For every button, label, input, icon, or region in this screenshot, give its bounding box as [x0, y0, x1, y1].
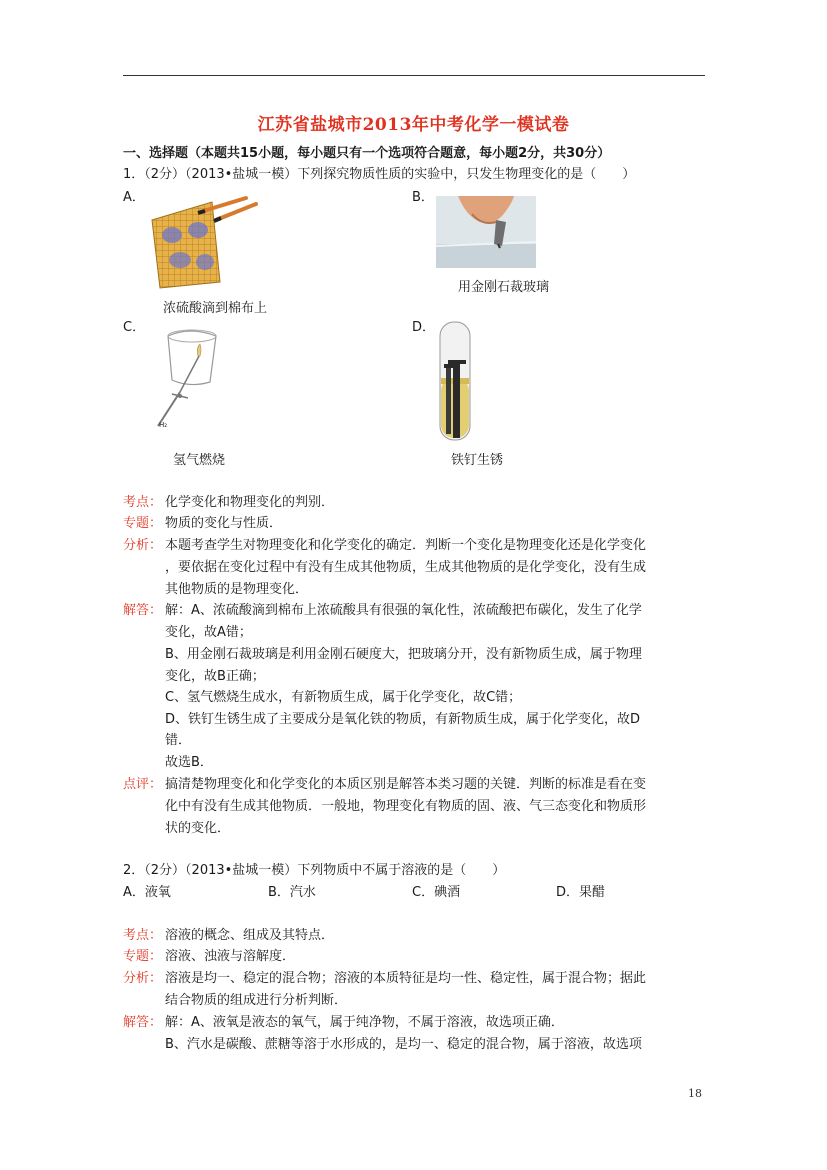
q1-dianping-line: 化中有没有生成其他物质．一般地，物理变化有物质的固、液、气三态变化和物质形: [165, 799, 647, 814]
q2-zhuanti: 溶液、浊液与溶解度．: [165, 949, 296, 964]
q2-kaodian: 溶液的概念、组成及其特点．: [165, 928, 335, 943]
q1-zhuanti: 物质的变化与性质．: [165, 516, 283, 531]
q2-jieda-line: 解：A、液氧是液态的氧气，属于纯净物，不属于溶液，故选项正确．: [165, 1015, 564, 1030]
q2-jieda-label: 解答：: [123, 1015, 163, 1030]
q1-dianping-label: 点评：: [123, 777, 163, 792]
q1-jieda-line: 故选B．: [165, 755, 213, 770]
q1-jieda-line: B、用金刚石裁玻璃是利用金刚石硬度大，把玻璃分开，没有新物质生成，属于物理: [165, 647, 642, 662]
q1-kaodian-label: 考点：: [123, 495, 163, 510]
q2-option-a: A．液氧: [123, 885, 171, 900]
page-title: 江苏省盐城市2013年中考化学一模试卷: [257, 115, 570, 135]
q1-dianping-line: 搞清楚物理变化和化学变化的本质区别是解答本类习题的关键．判断的标准是看在变: [165, 777, 647, 792]
q1-option-b-letter: B．: [412, 190, 434, 205]
rusting-nail-image: [438, 322, 474, 442]
q2-fenxi-label: 分析：: [123, 971, 163, 986]
q1-fenxi-line: 其他物质的是物理变化．: [165, 582, 309, 597]
q1-jieda-line: C、氢气燃烧生成水，有新物质生成，属于化学变化，故C错；: [165, 690, 522, 705]
q1-jieda-line: 错．: [165, 733, 192, 748]
q2-zhuanti-label: 专题：: [123, 949, 163, 964]
q1-jieda-label: 解答：: [123, 603, 163, 618]
q1-fenxi-label: 分析：: [123, 538, 163, 553]
header-rule: [123, 75, 705, 76]
section-heading: 一、选择题（本题共15小题，每小题只有一个选项符合题意，每小题2分，共30分）: [123, 146, 611, 161]
h2-label: H₂: [159, 421, 168, 429]
q1-option-c-letter: C．: [123, 320, 146, 335]
cloth-with-acid-image: [150, 190, 260, 290]
q1-fenxi-line: ，要依据在变化过程中有没有生成其他物质，生成其他物质的是化学变化，没有生成: [165, 560, 647, 575]
q2-option-c: C．碘酒: [412, 885, 461, 900]
q1-dianping-line: 状的变化．: [165, 821, 231, 836]
q1-zhuanti-label: 专题：: [123, 516, 163, 531]
q1-option-d-letter: D．: [412, 320, 436, 335]
q2-fenxi-line: 溶液是均一、稳定的混合物；溶液的本质特征是均一性、稳定性，属于混合物；据此: [165, 971, 647, 986]
q2-jieda-line: B、汽水是碳酸、蔗糖等溶于水形成的，是均一、稳定的混合物，属于溶液，故选项: [165, 1037, 642, 1052]
q1-option-c-caption: 氢气燃烧: [173, 453, 226, 468]
q1-jieda-line: 变化，故A错；: [165, 625, 252, 640]
page-number: 18: [688, 1087, 702, 1100]
q1-option-a-caption: 浓硫酸滴到棉布上: [163, 301, 268, 316]
q1-jieda-line: 解：A、浓硫酸滴到棉布上浓硫酸具有很强的氧化性，浓硫酸把布碳化，发生了化学: [165, 603, 642, 618]
q1-jieda-line: 变化，故B正确；: [165, 669, 265, 684]
glass-cutting-image: [436, 196, 536, 268]
q1-stem: 1．（2分）（2013•盐城一模）下列探究物质性质的实验中，只发生物理变化的是（ ）: [123, 167, 636, 182]
q1-fenxi-line: 本题考查学生对物理变化和化学变化的确定．判断一个变化是物理变化还是化学变化: [165, 538, 647, 553]
q1-option-d-caption: 铁钉生锈: [451, 453, 504, 468]
q2-option-d: D．果醋: [556, 885, 606, 900]
q1-option-b-caption: 用金刚石裁玻璃: [458, 280, 550, 295]
q1-kaodian: 化学变化和物理变化的判别．: [165, 495, 335, 510]
q1-jieda-line: D、铁钉生锈生成了主要成分是氧化铁的物质，有新物质生成，属于化学变化，故D: [165, 712, 641, 727]
q2-kaodian-label: 考点：: [123, 928, 163, 943]
q2-fenxi-line: 结合物质的组成进行分析判断．: [165, 993, 348, 1008]
q2-option-b: B．汽水: [268, 885, 316, 900]
q1-option-a-letter: A．: [123, 190, 145, 205]
q2-stem: 2．（2分）（2013•盐城一模）下列物质中不属于溶液的是（ ）: [123, 863, 506, 878]
